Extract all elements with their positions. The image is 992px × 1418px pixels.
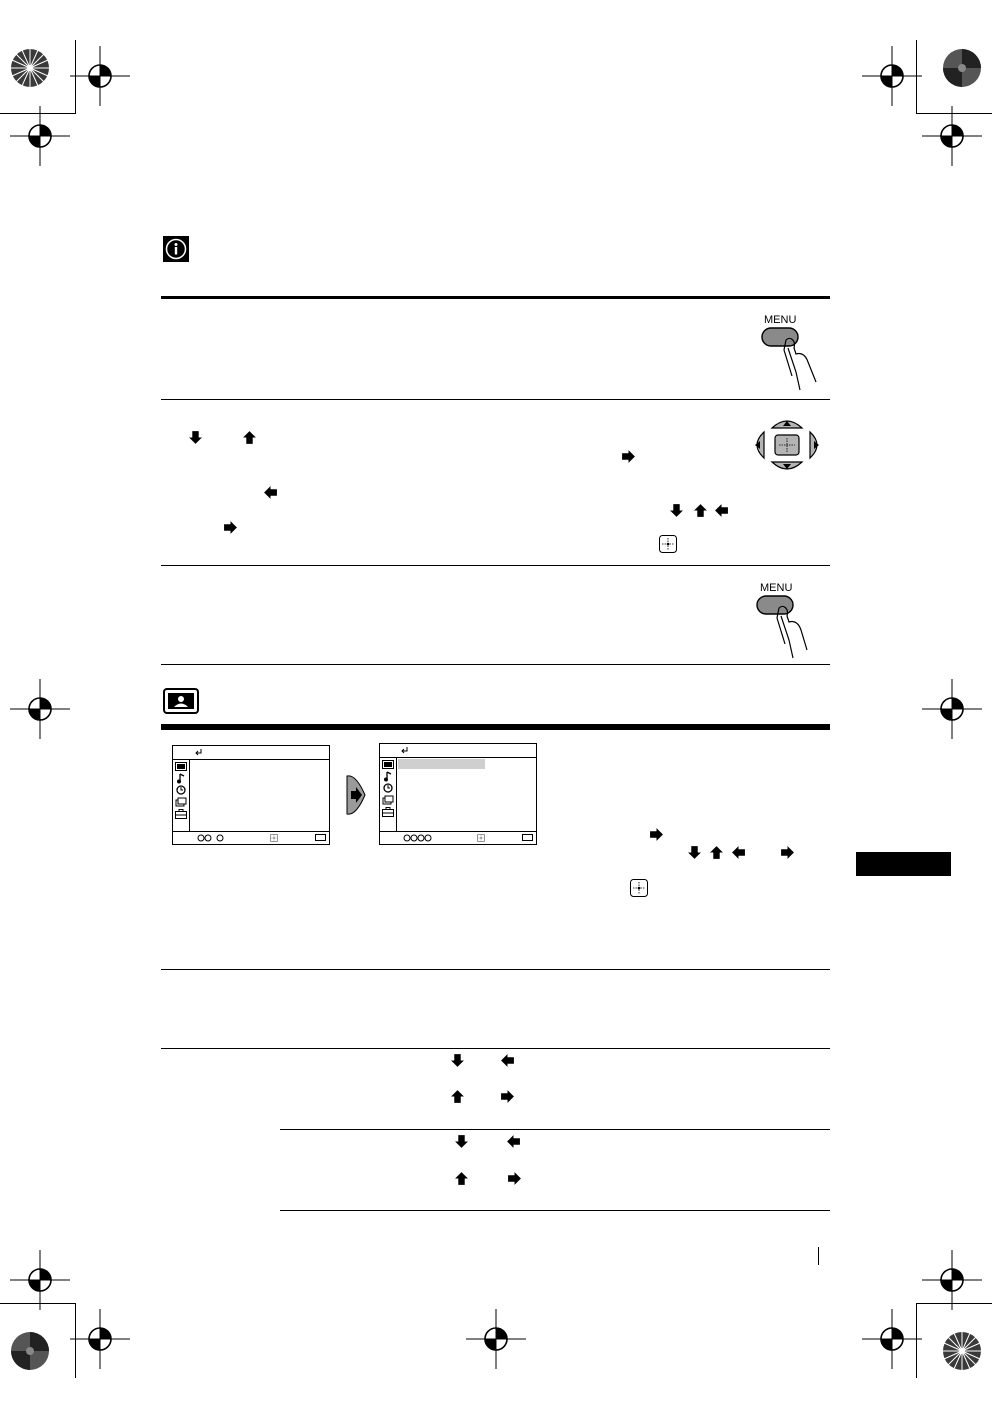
- arrow-right-icon: [500, 1089, 515, 1104]
- nav-arrows-icon: [403, 834, 437, 842]
- registration-mark-icon: [862, 1309, 922, 1369]
- registration-mark-icon: [922, 1250, 982, 1310]
- arrow-down-icon: [188, 430, 203, 445]
- info-icon: [163, 236, 189, 262]
- arrow-down-icon: [669, 503, 684, 518]
- arrow-up-icon: [242, 430, 257, 445]
- registration-mark-icon: [922, 106, 982, 166]
- color-target-icon: [10, 48, 50, 88]
- arrow-right-icon: [649, 827, 664, 842]
- arrow-up-icon: [709, 845, 724, 860]
- arrow-down-icon: [687, 845, 702, 860]
- preset-icon: [382, 795, 394, 805]
- registration-mark-icon: [10, 106, 70, 166]
- section-rule: [161, 724, 830, 730]
- registration-mark-icon: [70, 1309, 130, 1369]
- registration-mark-icon: [922, 679, 982, 739]
- osd-icon-column: [173, 760, 190, 831]
- nav-arrows-icon: [197, 834, 227, 842]
- table-rule: [280, 1129, 830, 1130]
- ok-button-icon: [659, 535, 677, 553]
- osd-title-bar: [380, 744, 536, 758]
- timer-icon: [176, 785, 186, 795]
- menu-button-label: MENU: [764, 314, 797, 326]
- hand-press-icon: [745, 594, 825, 662]
- arrow-down-icon: [450, 1053, 465, 1068]
- arrow-up-icon: [450, 1089, 465, 1104]
- registration-mark-icon: [862, 46, 922, 106]
- arrow-left-icon: [263, 485, 278, 500]
- page-number-rule: [818, 1247, 819, 1265]
- return-icon: [194, 748, 203, 757]
- arrow-left-icon: [506, 1134, 521, 1149]
- arrow-right-icon: [621, 449, 636, 464]
- osd-icon-column: [380, 758, 397, 831]
- sound-icon: [176, 773, 186, 784]
- registration-mark-icon: [10, 1250, 70, 1310]
- color-target-icon: [942, 1331, 982, 1371]
- step-divider: [161, 664, 830, 665]
- menu-button-illustration-2: [745, 582, 825, 662]
- arrow-left-icon: [714, 503, 729, 518]
- arrow-up-icon: [693, 503, 708, 518]
- language-tab: [856, 852, 951, 876]
- hand-press-icon: [750, 326, 830, 394]
- ok-button-icon: [270, 834, 278, 842]
- registration-mark-icon: [10, 679, 70, 739]
- arrow-left-icon: [731, 845, 746, 860]
- osd-picture-menu-screen: [379, 743, 537, 845]
- registration-mark-icon: [466, 1309, 526, 1369]
- section-rule: [161, 296, 830, 299]
- joystick-icon: [748, 414, 826, 476]
- picture-icon: [382, 760, 394, 769]
- step-divider: [161, 565, 830, 566]
- picture-icon: [175, 762, 187, 771]
- timer-icon: [383, 783, 393, 793]
- preset-icon: [175, 797, 187, 807]
- menu-button-label: MENU: [760, 582, 793, 594]
- arrow-right-icon: [507, 1171, 522, 1186]
- menu-key-icon: [315, 834, 326, 841]
- sound-icon: [383, 771, 393, 782]
- setup-icon: [175, 809, 187, 819]
- setup-icon: [382, 807, 394, 817]
- arrow-left-icon: [500, 1053, 515, 1068]
- osd-help-bar: [380, 831, 536, 844]
- arrow-down-icon: [454, 1134, 469, 1149]
- table-rule: [161, 969, 830, 970]
- color-target-icon: [10, 1331, 50, 1371]
- menu-key-icon: [522, 834, 533, 841]
- return-icon: [400, 746, 409, 755]
- arrow-right-icon: [346, 774, 366, 816]
- table-rule: [280, 1210, 830, 1211]
- arrow-right-icon: [223, 520, 238, 535]
- ok-button-icon: [630, 879, 648, 897]
- picture-icon: [163, 688, 199, 714]
- arrow-right-icon: [780, 845, 795, 860]
- color-target-icon: [942, 48, 982, 88]
- menu-button-illustration: [750, 314, 830, 394]
- ok-button-icon: [477, 834, 485, 842]
- arrow-up-icon: [454, 1171, 469, 1186]
- osd-help-bar: [173, 831, 329, 844]
- step-divider: [161, 399, 830, 400]
- osd-selected-row: [398, 759, 485, 769]
- osd-menu-screen: [172, 745, 330, 845]
- registration-mark-icon: [70, 46, 130, 106]
- table-rule: [161, 1048, 830, 1049]
- osd-title-bar: [173, 746, 329, 760]
